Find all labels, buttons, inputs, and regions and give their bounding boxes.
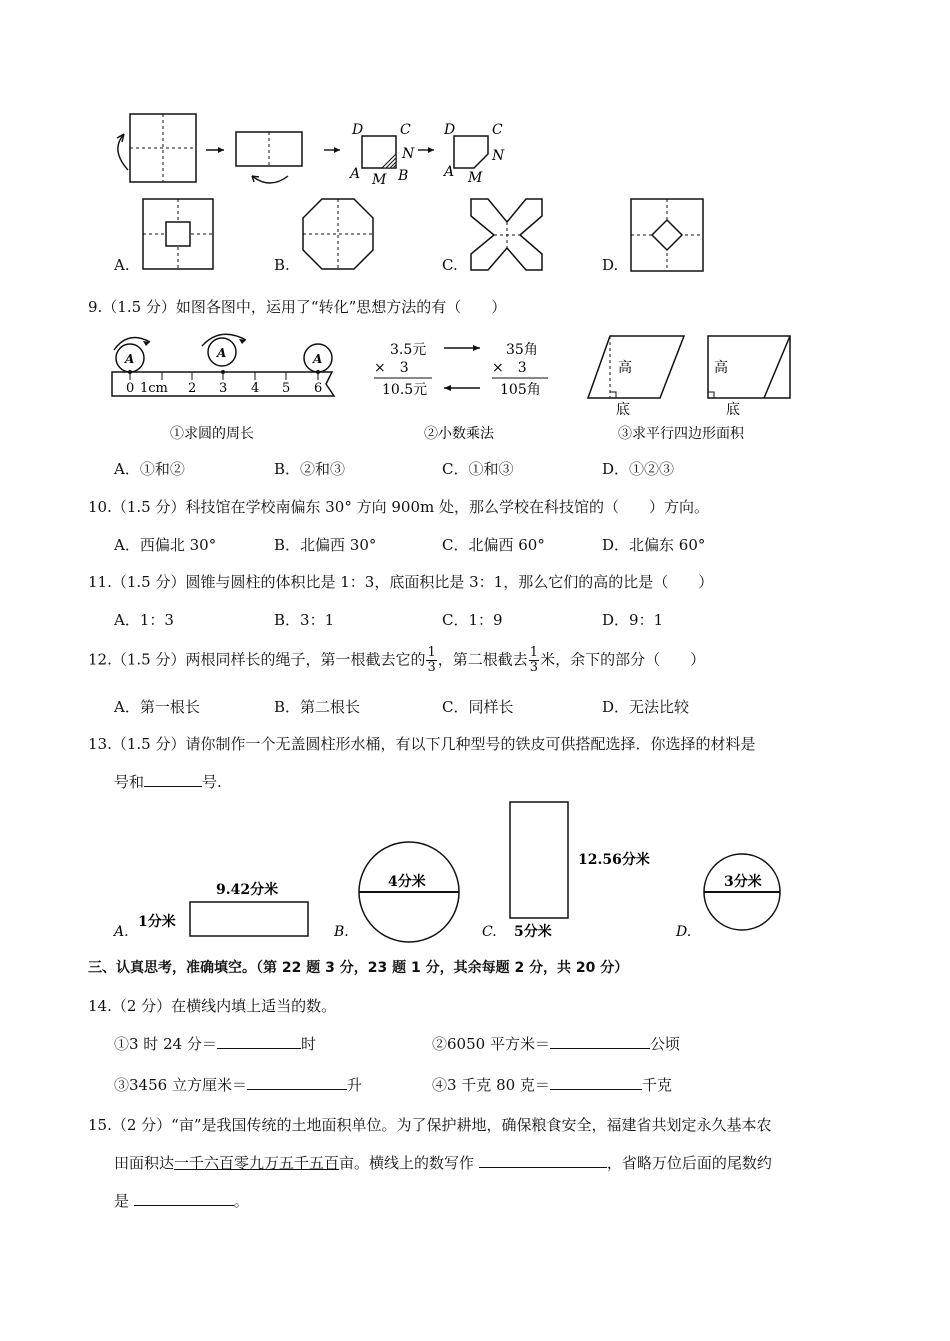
q10-option-c[interactable]: C．北偏西 60° — [442, 536, 545, 554]
svg-text:35角: 35角 — [506, 342, 538, 358]
q10-option-b[interactable]: B．北偏西 30° — [274, 536, 377, 554]
svg-text:105角: 105角 — [500, 382, 541, 398]
svg-text:5分米: 5分米 — [514, 924, 552, 940]
svg-text:3: 3 — [219, 381, 228, 396]
q15-blank-2[interactable] — [134, 1191, 234, 1206]
q8-option-d-label[interactable]: D. — [602, 256, 619, 274]
q11-stem: 11.（1.5 分）圆锥与圆柱的体积比是 1：3，底面积比是 3：1，那么它们的高的比是（ ） — [88, 573, 714, 591]
q14-item-3: ③3456 立方厘米＝ 升 — [114, 1076, 362, 1094]
fraction-one-third: $\frac{1}{3}$ — [529, 645, 539, 675]
q14-blank-3[interactable] — [247, 1075, 347, 1090]
q8-option-c-label[interactable]: C. — [442, 256, 458, 274]
label-D: D — [352, 122, 364, 138]
q13-fig-b-label: B. — [334, 924, 349, 940]
section-3-title: 三、认真思考，准确填空。（第 22 题 3 分，23 题 1 分，其余每题 2 分，共 20 分） — [88, 960, 629, 976]
label-B: B — [398, 168, 409, 184]
q8-option-a-label[interactable]: A. — [114, 256, 130, 274]
half-folded-rect — [236, 132, 302, 166]
q15-blank-1[interactable] — [479, 1153, 607, 1168]
q8-option-a-figure[interactable] — [142, 198, 214, 272]
q13-answer-line: 号和 号. — [114, 773, 222, 791]
svg-text:底: 底 — [726, 402, 740, 418]
q9-fig1-circle-ruler — [110, 326, 350, 446]
svg-text:N: N — [492, 148, 505, 164]
q9-fig3-parallelogram — [586, 334, 806, 446]
q12-option-d[interactable]: D．无法比较 — [602, 698, 690, 716]
svg-text:A: A — [125, 352, 135, 366]
svg-text:C: C — [492, 122, 503, 138]
q13-fig-c-rect — [510, 802, 568, 918]
q15-line-1: 15.（2 分）“亩”是我国传统的土地面积单位。为了保护耕地，确保粮食安全，福建省共划定永久基本农 — [88, 1116, 772, 1134]
q14-item-4: ④3 千克 80 克＝ 千克 — [432, 1076, 672, 1094]
q9-option-d[interactable]: D．①②③ — [602, 460, 675, 478]
svg-text:12.56分米: 12.56分米 — [578, 852, 650, 868]
fraction-one-third: $\frac{1}{3}$ — [427, 645, 436, 675]
q15-underlined-number: 一千六百零九万五千五百 — [174, 1154, 340, 1172]
q12-option-b[interactable]: B．第二根长 — [274, 698, 361, 716]
q14-blank-1[interactable] — [217, 1034, 301, 1049]
q10-option-a[interactable]: A．西偏北 30° — [114, 536, 217, 554]
q11-option-c[interactable]: C．1：9 — [442, 611, 503, 629]
q12-option-c[interactable]: C．同样长 — [442, 698, 514, 716]
q13-fig-a-rect — [190, 902, 308, 936]
q9-fig2-caption: ②小数乘法 — [424, 426, 494, 442]
q15-line-3: 是 。 — [114, 1192, 249, 1210]
label-C: C — [400, 122, 411, 138]
svg-text:× 3: × 3 — [492, 360, 527, 376]
svg-text:× 3: × 3 — [374, 360, 409, 376]
svg-text:2: 2 — [188, 381, 197, 396]
label-M: M — [372, 172, 387, 188]
q9-option-a[interactable]: A．①和② — [114, 460, 185, 478]
svg-text:底: 底 — [616, 402, 630, 418]
q12-stem: 12.（1.5 分）两根同样长的绳子，第一根截去它的 $\frac{1}{3}$ ，第二根截去 $\frac{1}{3}$ 米，余下的部分（ ） — [88, 645, 706, 675]
q11-option-d[interactable]: D．9：1 — [602, 611, 664, 629]
q10-stem: 10.（1.5 分）科技馆在学校南偏东 30° 方向 900m 处，那么学校在科技馆的（ ）方向。 — [88, 498, 709, 516]
q13-stem: 13.（1.5 分）请你制作一个无盖圆柱形水桶，有以下几种型号的铁皮可供搭配选择．你选择的材料是 — [88, 735, 756, 753]
q12-option-a[interactable]: A．第一根长 — [114, 698, 200, 716]
svg-text:10.5元: 10.5元 — [382, 382, 428, 398]
svg-text:6: 6 — [314, 381, 323, 396]
label-N: N — [402, 146, 415, 162]
svg-text:3分米: 3分米 — [724, 874, 762, 890]
svg-text:A: A — [313, 352, 323, 366]
svg-text:1cm: 1cm — [140, 381, 168, 396]
q14-blank-4[interactable] — [550, 1075, 642, 1090]
q8-option-b-figure[interactable] — [302, 198, 374, 272]
q11-option-a[interactable]: A．1：3 — [114, 611, 174, 629]
q8-option-c-figure[interactable] — [470, 198, 544, 272]
svg-text:D: D — [444, 122, 456, 138]
svg-text:1分米: 1分米 — [138, 914, 176, 930]
q8-option-d-figure[interactable] — [630, 198, 704, 272]
cut-square — [454, 136, 488, 168]
svg-text:M: M — [468, 170, 483, 186]
q10-option-d[interactable]: D．北偏东 60° — [602, 536, 706, 554]
q9-option-c[interactable]: C．①和③ — [442, 460, 514, 478]
q14-stem: 14.（2 分）在横线内填上适当的数。 — [88, 997, 337, 1015]
q13-figures — [108, 800, 808, 945]
svg-text:A: A — [444, 164, 455, 180]
q8-fold-diagram — [100, 110, 520, 190]
q11-option-b[interactable]: B．3：1 — [274, 611, 335, 629]
svg-text:0: 0 — [126, 381, 135, 396]
q13-fig-c-label: C. — [482, 924, 497, 940]
svg-text:4: 4 — [251, 381, 260, 396]
q9-option-b[interactable]: B．②和③ — [274, 460, 346, 478]
q14-blank-2[interactable] — [550, 1034, 650, 1049]
q9-stem: 9.（1.5 分）如图各图中，运用了“转化”思想方法的有（ ） — [88, 298, 507, 316]
q9-fig2-decimal-multiply — [372, 334, 562, 446]
svg-text:5: 5 — [282, 381, 291, 396]
svg-text:9.42分米: 9.42分米 — [216, 882, 279, 898]
svg-text:高: 高 — [714, 360, 728, 376]
svg-text:4分米: 4分米 — [388, 874, 426, 890]
label-A: A — [350, 166, 361, 182]
q13-fig-a-label: A. — [114, 924, 129, 940]
svg-text:高: 高 — [618, 360, 632, 376]
q15-line-2: 田面积达一千六百零九万五千五百亩。横线上的数写作 ，省略万位后面的尾数约 — [114, 1154, 772, 1172]
q13-answer-blank[interactable] — [144, 772, 202, 787]
svg-text:A: A — [217, 346, 227, 360]
svg-text:3.5元: 3.5元 — [390, 342, 427, 358]
q14-item-2: ②6050 平方米＝ 公顷 — [432, 1035, 680, 1053]
q9-fig3-caption: ③求平行四边形面积 — [618, 426, 744, 442]
q9-fig1-caption: ①求圆的周长 — [170, 426, 254, 442]
q13-fig-d-label: D. — [676, 924, 692, 940]
q14-item-1: ①3 时 24 分＝ 时 — [114, 1035, 316, 1053]
q8-option-b-label[interactable]: B. — [274, 256, 290, 274]
